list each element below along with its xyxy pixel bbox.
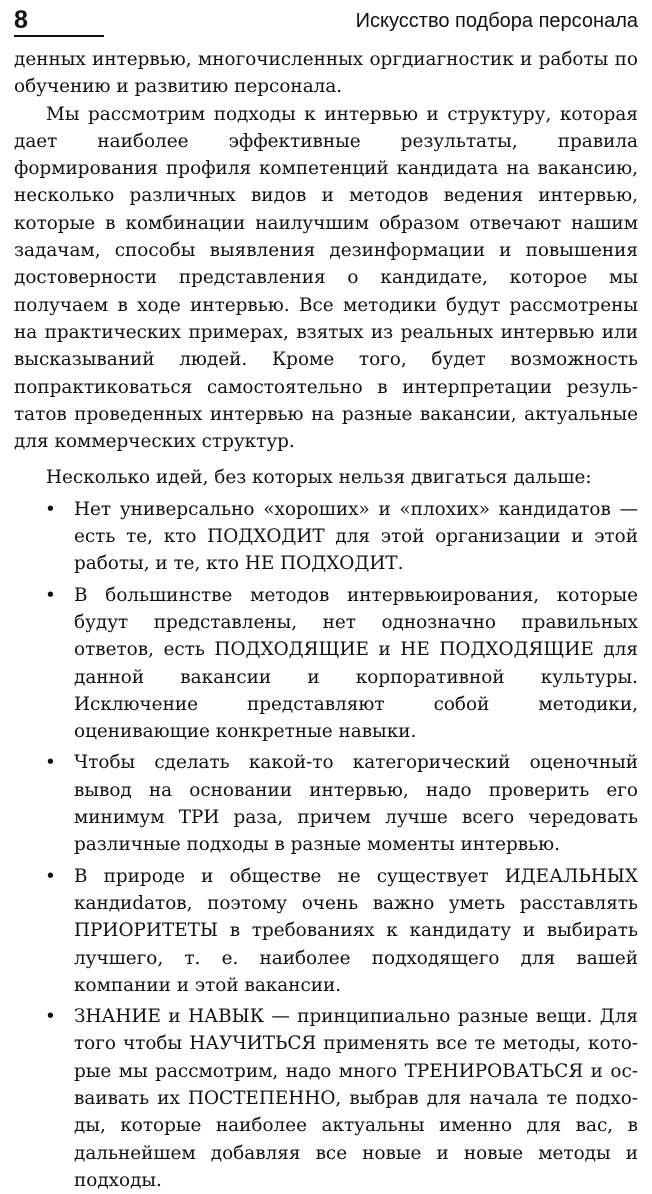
header-rule — [14, 35, 104, 37]
list-item-text: Нет универсально «хороших» и «плохих» кандидатов — есть те, кто ПОДХОДИТ для этой организации и этой работы, и те, кто НЕ ПОДХОДИТ. — [74, 498, 638, 575]
bullet-icon: • — [45, 584, 56, 606]
list-item — [14, 1003, 638, 1194]
bullet-icon: • — [45, 1006, 56, 1028]
bullet-icon: • — [45, 865, 56, 887]
paragraph-approaches: Мы рассмотрим подходы к интервью и структуру, которая дает наиболее эффективные результаты, правила формирования профиля компетенций кандидата на вакансию, несколько различных видов и методов ведения интервью, которые в комбинации наилучшим образом отвечают нашим задачам, способы выявления дезинформации и повышения достоверности представления о кандидате, которое мы получаем в ходе интервью. Все методики будут рассмотрены на практических примерах, взятых из реальных интервью или высказываний людей. Кроме того, будет возможность попрактиковаться самостоятельно в интерпретации результатов проведенных интервью на разные вакансии, актуальные для коммерческих структур. — [14, 103, 638, 453]
list-item-text: В природе и обществе не существует ИДЕАЛЬНЫХ кандиdатов, поэтому очень важно уметь расставлять ПРИОРИТЕТЫ в требованиях к кандидату и выбирать лучшего, т. е. наиболее подходящего для вашей компании и этой вакансии. — [74, 865, 638, 996]
paragraph-continuation: денных интервью, многочисленных оргдиагностик и работы по обучению и развитию персонала. — [14, 49, 638, 98]
page-header — [14, 0, 638, 46]
body-text — [14, 46, 638, 1194]
list-item — [14, 749, 638, 858]
ideas-list — [14, 496, 638, 1194]
list-item-text: ЗНАНИЕ и НАВЫК — принципиально разные вещи. Для того чтобы НАУЧИТЬСЯ применять все те методы, которые мы рассмотрим, надо много ТРЕНИРОВАТЬСЯ и осваивать их ПОСТЕПЕННО, выбрав для начала те подходы, которые наиболее актуальны именно для вас, в дальнейшем добавляя все новые и новые методы и подходы. — [74, 1006, 638, 1191]
list-item — [14, 496, 638, 578]
bullet-icon: • — [45, 752, 56, 774]
list-intro: Несколько идей, без которых нельзя двигаться дальше: — [46, 467, 592, 489]
bullet-icon: • — [45, 498, 56, 520]
running-title: Искусство подбора персонала — [355, 10, 638, 32]
list-item-text: В большинстве методов интервьюирования, которые будут представлены, нет однозначно правильных ответов, есть ПОДХОДЯЩИЕ и НЕ ПОДХОДЯЩИЕ для данной вакансии и корпоративной культуры. Исключение представляют собой методики, оценивающие конкретные навыки. — [74, 584, 638, 743]
list-item — [14, 582, 638, 746]
list-item — [14, 863, 638, 999]
book-page — [14, 0, 638, 1191]
list-item-text: Чтобы сделать какой-то категорический оценочный вывод на основании интервью, надо проверить его минимум ТРИ раза, причем лучше всего чередовать различные подходы в разные моменты интервью. — [74, 752, 638, 856]
page-number: 8 — [14, 6, 28, 34]
